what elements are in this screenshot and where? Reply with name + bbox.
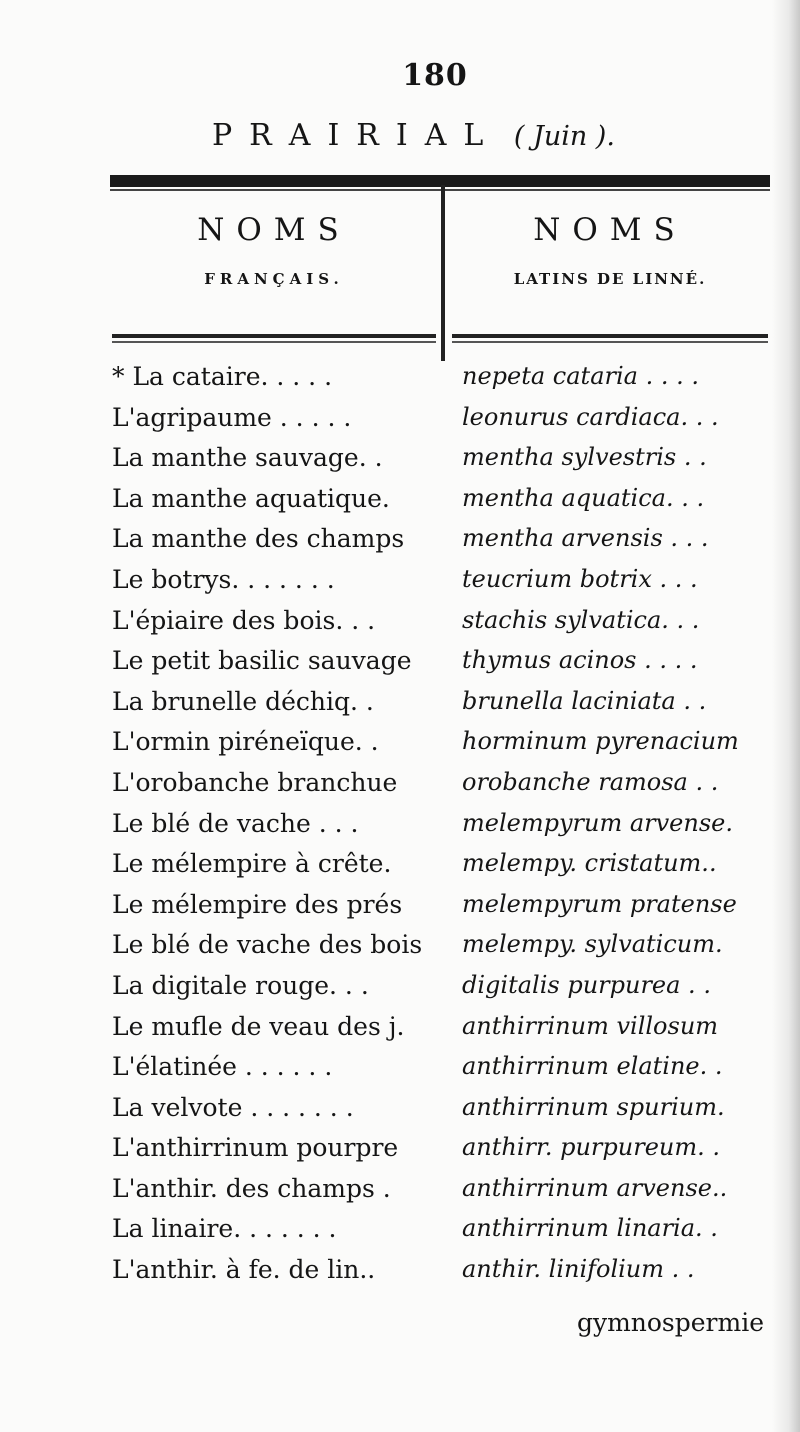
table-row [0,886,800,927]
table-row [0,1170,800,1211]
latin-name: mentha sylvestris . . [462,443,707,472]
french-name: La digitale rouge. . . [112,970,369,1000]
french-name: La manthe aquatique. [112,483,390,513]
running-head-gloss: ( Juin ). [513,121,615,152]
latin-name: nepeta cataria . . . . [462,362,699,390]
french-name: L'élatinée . . . . . . [112,1052,333,1082]
french-name: La linaire. . . . . . . [112,1214,337,1244]
french-name: L'orobanche branchue [112,767,398,797]
latin-name: horminum pyrenacium [462,727,739,756]
table-row [0,764,800,805]
running-head-month: PRAIRIAL [212,118,501,153]
latin-name: melempyrum pratense [462,889,737,918]
latin-name: teucrium botrix . . . [462,564,698,593]
table-row [0,399,800,440]
latin-name: anthir. linifolium . . [462,1255,695,1284]
table-row [0,520,800,561]
page-number: 180 [402,58,468,93]
latin-name: thymus acinos . . . . [462,646,698,675]
table-row [0,358,800,399]
french-name: La manthe sauvage. . [112,443,383,473]
header-rule-right-fine [452,341,768,343]
latin-name: anthirrinum spurium. [462,1092,725,1121]
latin-name: melempy. cristatum.. [462,849,717,878]
latin-name: anthirrinum villosum [462,1011,719,1040]
catchword: gymnospermie [576,1308,764,1337]
column-divider [441,185,445,361]
table-row [0,1008,800,1049]
table-row [0,642,800,683]
latin-name: mentha aquatica. . . [462,483,705,512]
french-name: L'ormin piréneïque. . [112,727,379,757]
latin-name: anthirrinum elatine. . [462,1052,723,1081]
french-column-header [112,212,436,288]
header-rule-left [112,334,436,338]
table-row [0,480,800,521]
french-name: Le blé de vache . . . [112,808,359,838]
french-name: La manthe des champs [112,524,405,554]
header-rule-left-fine [112,341,436,343]
latin-name: anthirrinum arvense.. [462,1173,728,1202]
latin-name: orobanche ramosa . . [462,767,719,796]
latin-name: melempy. sylvaticum. [462,930,723,959]
top-rule [110,175,770,187]
table-row [0,602,800,643]
latin-column-header [452,212,768,288]
french-name: Le mélempire à crête. [112,849,392,879]
french-name: L'anthir. à fe. de lin.. [112,1255,376,1285]
table-row [0,683,800,724]
french-name: Le mélempire des prés [112,889,403,919]
french-name: L'anthir. des champs . [112,1173,391,1203]
french-name: La velvote . . . . . . . [112,1092,354,1122]
french-name: * La cataire. . . . . [112,362,333,391]
french-name: L'anthirrinum pourpre [112,1133,399,1163]
french-name: Le mufle de veau des j. [112,1011,405,1041]
table-row [0,845,800,886]
french-column-title: NOMS [197,212,351,248]
header-rule-right [452,334,768,338]
latin-name: mentha arvensis . . . [462,524,709,553]
latin-column-subtitle: LATINS DE LINNÉ. [513,270,707,288]
table-row [0,723,800,764]
latin-name: digitalis purpurea . . [462,970,711,999]
french-name: L'épiaire des bois. . . [112,605,376,635]
table-row [0,1089,800,1130]
french-name: Le petit basilic sauvage [112,646,412,676]
table-row [0,439,800,480]
plant-name-table [0,358,800,1292]
latin-name: brunella laciniata . . [462,686,707,715]
latin-name: leonurus cardiaca. . . [462,402,719,431]
table-row [0,1129,800,1170]
french-name: Le botrys. . . . . . . [112,564,335,594]
latin-column-title: NOMS [533,212,687,248]
top-rule-fine [110,189,770,191]
french-name: Le blé de vache des bois [112,930,423,960]
table-row [0,1251,800,1292]
table-row [0,967,800,1008]
latin-name: stachis sylvatica. . . [462,605,700,634]
latin-name: anthirrinum linaria. . [462,1214,718,1243]
table-row [0,805,800,846]
table-row [0,1048,800,1089]
table-row [0,926,800,967]
french-column-subtitle: FRANÇAIS. [204,270,344,288]
latin-name: anthirr. purpureum. . [462,1133,720,1162]
table-row [0,1210,800,1251]
table-row [0,561,800,602]
french-name: La brunelle déchiq. . [112,686,374,716]
latin-name: melempyrum arvense. [462,808,733,837]
french-name: L'agripaume . . . . . [112,402,352,432]
running-head [212,118,682,153]
